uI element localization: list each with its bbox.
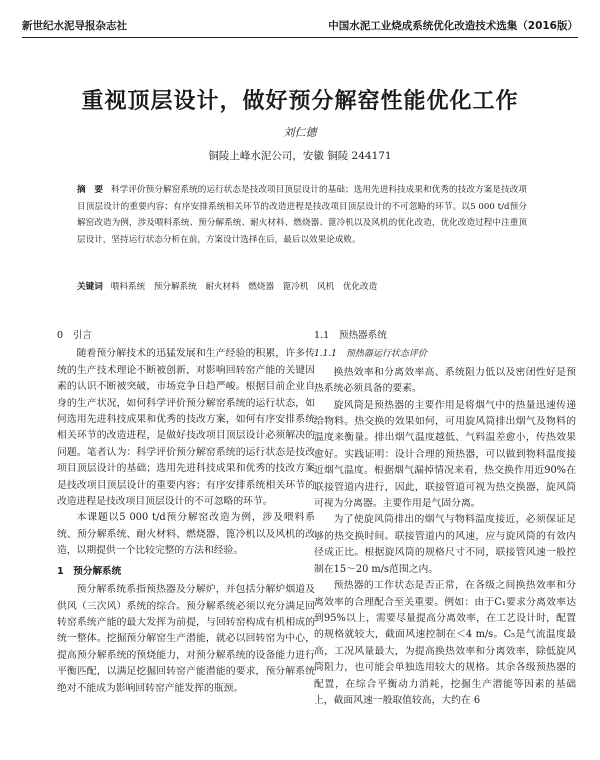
- section-heading-intro: 0 引言: [57, 330, 92, 341]
- abstract-label: 摘 要: [77, 185, 104, 195]
- paragraph: 预分解系统系指预热器及分解炉，并包括分解炉烟道及供风（三次风）系统的综合。预分解系统必须以充分满足回转窑系统产能的最大发挥为前提，与回转窑构成有机相成的统一整体。挖掘预分解窑生产潜能，就必以回转窑为中心，提高预分解系统的预烧能力，对预分解系统的设备能力进行平衡匹配，以满足挖掘回转窑产能潜能的要求，预分解系统绝对不能成为影响回转窑产能发挥的瓶颈。: [57, 584, 315, 694]
- journal-name: 新世纪水泥导报杂志社: [22, 20, 127, 32]
- abstract-text: 科学评价预分解窑系统的运行状态是技改项目顶层设计的基础；选用先进科技成果和优秀的技改方案是技改项目顶层设计的重要内容；有序安排系统相关环节的改造进程是技改项目顶层设计的不可忽略的环节。以5 000 t/d预分解窑改造为例，涉及喂料系统、预分解系统、耐火材料、燃烧器、篦冷机以及风机的优化改造，优化改造过程中注重顶层设计，坚持运行状态分析在前，方案设计选择在后，最后以效果论成败。: [77, 185, 527, 245]
- paragraph: 随着预分解技术的迅猛发展和生产经验的积累，许多传统的生产技术理论不断被创新，对影响回转窑产能的关键因素的认识不断被突破，市场竞争日趋严峻。根据目前企业自身的生产状况，如何科学评价预分解窑系统的运行状态，如何选用先进科技成果和优秀的技改方案，如何有序安排系统相关环节的改造进程，是做好技改项目顶层设计必须解决的问题。笔者认为：科学评价预分解窑系统的运行状态是技改项目顶层设计的基础；选用先进科技成果和优秀的技改方案是技改项目顶层设计的重要内容；有序安排系统相关环节的改造进程是技改项目顶层设计的不可忽略的环节。: [57, 348, 315, 508]
- left-column: [57, 324, 315, 697]
- paragraph: 为了使旋风筒排出的烟气与物料温度接近，必须保证足够的热交换时间。联接管道内的风速，应与旋风筒的有效内径成正比。根据旋风筒的规格尺寸不同，联接管风速一般控制在15～20 m/s范围之内。: [314, 514, 576, 575]
- author: 刘仁德: [283, 126, 317, 139]
- collection-title: 中国水泥工业烧成系统优化改造技术选集（2016版）: [328, 20, 578, 32]
- paragraph: 预热器的工作状态是否正常，在各级之间换热效率和分离效率的合理配合至关重要。例如：由于C₁要求分离效率达到95%以上，需要尽量提高分离效率，在工艺设计时，配置的规格就较大，截面风速控制在＜4 m/s。C₅是气流温度最高，工况风量最大，为提高换热效率和分离效率，除低旋风筒阻力，也可能会单独选用较大的规格。其余各级预热器的配置，在综合平衡动力消耗，挖掘生产潜能等因素的基础上，截面风速一般取值较高，大约在 6: [314, 580, 576, 706]
- running-header: [22, 18, 578, 34]
- section-heading-1-1: 1.1 预热器系统: [314, 330, 387, 341]
- section-heading-1: 1 预分解系统: [57, 565, 122, 577]
- keywords-label: 关键词: [77, 282, 103, 292]
- article-title: 重视顶层设计，做好预分解窑性能优化工作: [81, 89, 519, 114]
- right-column: [314, 324, 576, 709]
- keywords: [77, 280, 527, 292]
- paragraph: 换热效率和分离效率高、系统阻力低以及密闭性好是预热系统必须具备的要素。: [314, 366, 576, 395]
- paragraph: 旋风筒是预热器的主要作用是将烟气中的热量迅速传递给物料。热交换的效果如何，可用旋风筒排出烟气及物料的温度来衡量。排出烟气温度越低、气料温差愈小，传热效果愈好。实践证明：设计合理的预热器，可以做到物料温度接近烟气温度。根据烟气漏掉情况来看，热交换作用近90%在联接管道内进行，因此，联接管道可视为热交换器，旋风筒可视为分离器。主要作用是气固分离。: [314, 399, 576, 510]
- keywords-text: 喂料系统 预分解系统 耐火材料 燃烧器 篦冷机 风机 优化改造: [110, 282, 378, 292]
- section-heading-1-1-1: 1.1.1 预热器运行状态评价: [314, 349, 427, 360]
- affiliation: 铜陵上峰水泥公司，安徽 铜陵 244171: [208, 150, 392, 162]
- abstract: [77, 182, 527, 248]
- header-rule: [22, 37, 578, 38]
- paragraph: 本课题以5 000 t/d预分解窑改造为例，涉及喂料系统、预分解系统、耐火材料、燃烧器、篦冷机以及风机的改造，以期提供一个比较完整的方法和经验。: [57, 512, 315, 557]
